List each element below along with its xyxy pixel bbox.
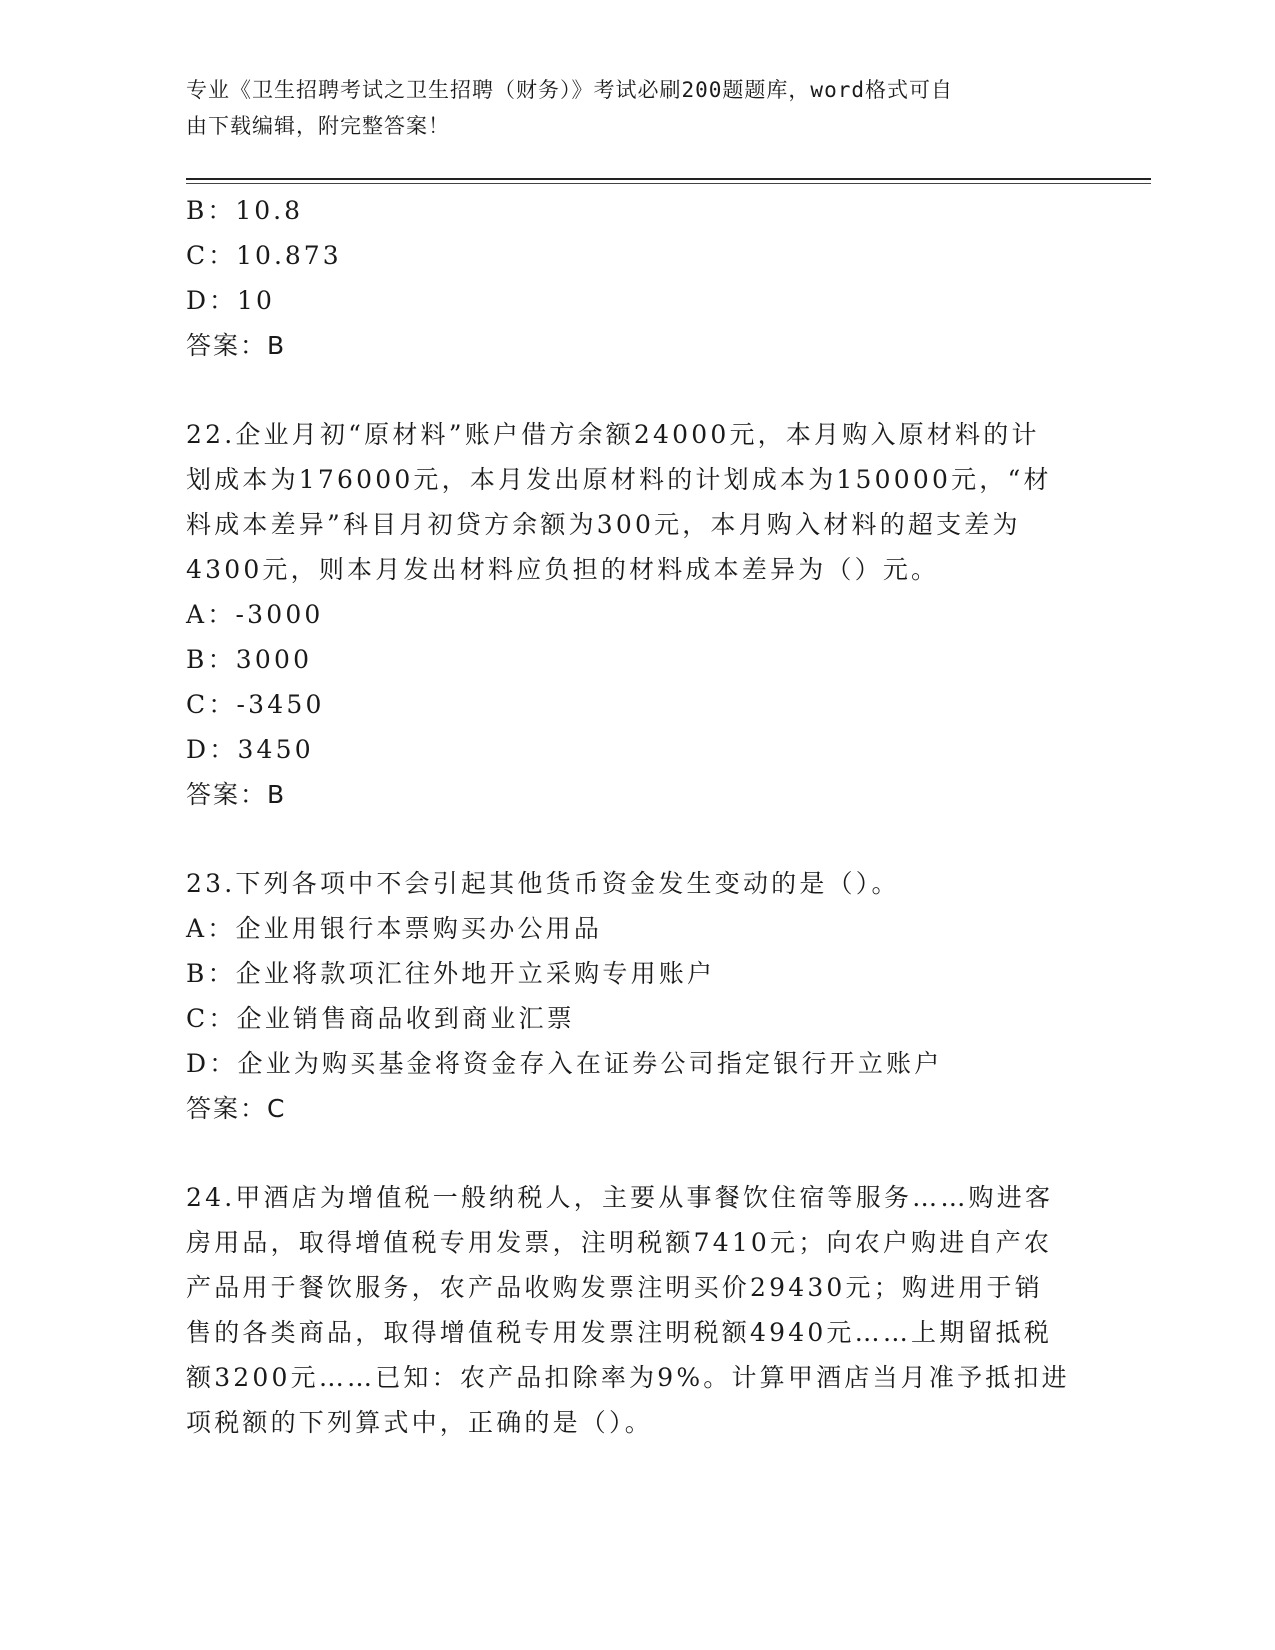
- option-b: B：3000: [186, 645, 313, 674]
- option-d: D：3450: [186, 735, 314, 764]
- question-stem-line: 料成本差异”科目月初贷方余额为300元，本月购入材料的超支差为: [186, 510, 1021, 539]
- question-21-partial: [186, 188, 1086, 368]
- question-24: [186, 1175, 1086, 1445]
- header-divider-thick: [186, 178, 1151, 180]
- option-b: B：10.8: [186, 196, 304, 225]
- question-stem-line: 产品用于餐饮服务，农产品收购发票注明买价29430元；购进用于销: [186, 1273, 1043, 1302]
- question-stem-line: 4300元，则本月发出材料应负担的材料成本差异为（）元。: [186, 555, 940, 584]
- spacer: [186, 368, 1086, 412]
- answer-line: 答案：C: [186, 1094, 287, 1123]
- option-a: A：企业用银行本票购买办公用品: [186, 914, 603, 943]
- header-divider-thin: [186, 183, 1151, 184]
- option-d: D：企业为购买基金将资金存入在证券公司指定银行开立账户: [186, 1049, 943, 1078]
- option-c: C：-3450: [186, 690, 325, 719]
- document-body: [186, 188, 1086, 1445]
- option-c: C：10.873: [186, 241, 342, 270]
- answer-line: 答案：B: [186, 780, 287, 809]
- spacer: [186, 1131, 1086, 1175]
- question-stem-line: 额3200元……已知：农产品扣除率为9%。计算甲酒店当月准予抵扣进: [186, 1363, 1070, 1392]
- question-23: [186, 861, 1086, 1131]
- document-header: [186, 72, 1066, 144]
- question-stem-line: 24.甲酒店为增值税一般纳税人，主要从事餐饮住宿等服务……购进客: [186, 1183, 1054, 1212]
- spacer: [186, 817, 1086, 861]
- option-a: A：-3000: [186, 600, 324, 629]
- question-22: [186, 412, 1086, 817]
- question-stem-line: 房用品，取得增值税专用发票，注明税额7410元；向农户购进自产农: [186, 1228, 1053, 1257]
- header-line-1: 专业《卫生招聘考试之卫生招聘（财务）》考试必刷200题题库，word格式可自: [186, 78, 953, 102]
- answer-line: 答案：B: [186, 331, 287, 360]
- question-stem-line: 售的各类商品，取得增值税专用发票注明税额4940元……上期留抵税: [186, 1318, 1053, 1347]
- question-stem-line: 项税额的下列算式中，正确的是（）。: [186, 1408, 653, 1437]
- question-stem-line: 23.下列各项中不会引起其他货币资金发生变动的是（）。: [186, 869, 900, 898]
- option-b: B：企业将款项汇往外地开立采购专用账户: [186, 959, 716, 988]
- option-d: D：10: [186, 286, 275, 315]
- question-stem-line: 划成本为176000元，本月发出原材料的计划成本为150000元，“材: [186, 465, 1052, 494]
- header-line-2: 由下载编辑，附完整答案！: [186, 114, 450, 138]
- option-c: C：企业销售商品收到商业汇票: [186, 1004, 575, 1033]
- question-stem-line: 22.企业月初“原材料”账户借方余额24000元，本月购入原材料的计: [186, 420, 1040, 449]
